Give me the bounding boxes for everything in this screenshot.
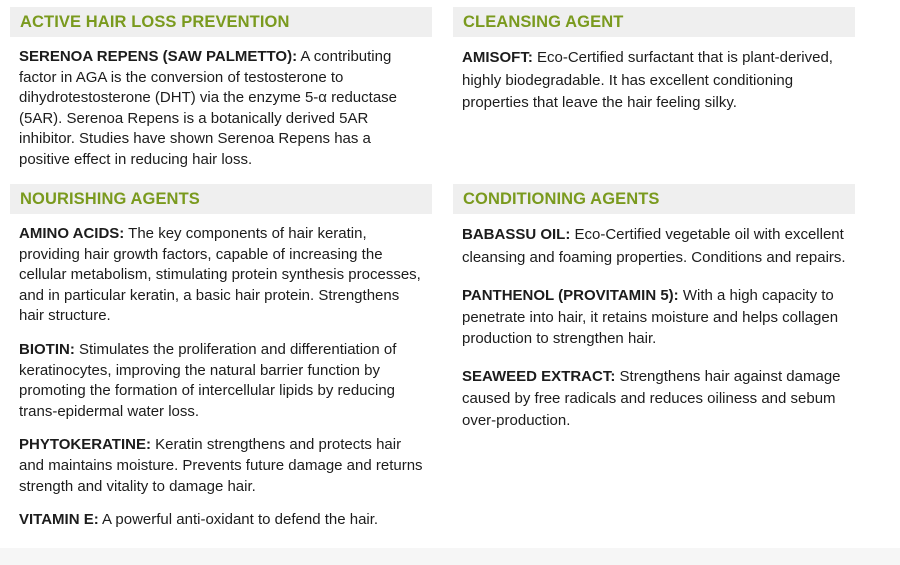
section-header-conditioning: CONDITIONING AGENTS [453, 184, 855, 214]
section-entries [453, 37, 855, 115]
entry-amisoft [462, 47, 847, 115]
entry-term: PANTHENOL (PROVITAMIN 5): [462, 287, 679, 304]
section-entries [10, 214, 432, 531]
entry-babassu-oil [462, 224, 847, 269]
section-nourishing [10, 184, 432, 543]
entry-seaweed-extract [462, 366, 847, 432]
entry-term: AMINO ACIDS: [19, 225, 125, 242]
entry-text: Eco-Certified vegetable oil with excellent cleansing and foaming properties. Conditions and repairs. [462, 226, 846, 266]
entry-text: Strengthens hair against damage caused by free radicals and reduces oiliness and sebum over-production. [462, 367, 841, 429]
section-entries [10, 37, 432, 171]
entry-panthenol [462, 285, 847, 350]
entry-term: SERENOA REPENS (SAW PALMETTO): [19, 48, 298, 65]
entry-term: BABASSU OIL: [462, 226, 571, 243]
entry-term: SEAWEED EXTRACT: [462, 367, 616, 385]
entry-text: A contributing factor in AGA is the conversion of testosterone to dihydrotestosterone (DHT) via the enzyme 5-α reductase (5AR). Serenoa Repens is a botanically derived 5AR inhibitor. Studies have shown Serenoa Repens has a positive effect in reducing hair loss. [19, 48, 398, 168]
section-header-nourishing: NOURISHING AGENTS [10, 184, 432, 214]
section-cleansing [453, 7, 855, 127]
entry-serenoa-repens [19, 47, 424, 171]
entry-text: With a high capacity to penetrate into hair, it retains moisture and helps collagen production to strengthen hair. [462, 287, 839, 347]
entry-term: BIOTIN: [19, 340, 75, 358]
entry-term: VITAMIN E: [19, 511, 99, 529]
entry-text: Eco-Certified surfactant that is plant-derived, highly biodegradable. It has excellent conditioning properties that leave the hair feeling silky. [462, 49, 833, 111]
entry-phytokeratine [19, 435, 424, 497]
section-header-active-hair-loss: ACTIVE HAIR LOSS PREVENTION [10, 7, 432, 37]
entry-text: Stimulates the proliferation and differentiation of keratinocytes, improving the natural barrier function by promoting the formation of intercellular lipids by reducing trans-epidermal water loss. [19, 340, 397, 420]
entry-text: The key components of hair keratin, providing hair growth factors, capable of increasing the cellular metabolism, stimulating protein synthesis processes, and in particular keratin, a basic hair protein. Strengthens hair structure. [19, 225, 421, 325]
entry-vitamin-e [19, 510, 424, 531]
section-header-cleansing: CLEANSING AGENT [453, 7, 855, 37]
entry-text: Keratin strengthens and protects hair and maintains moisture. Prevents future damage and returns strength and vitality to damage hair. [19, 436, 423, 495]
section-conditioning [453, 184, 855, 444]
entry-biotin [19, 340, 424, 422]
bottom-strip [0, 548, 900, 565]
entry-text: A powerful anti-oxidant to defend the hair. [98, 511, 379, 529]
entry-term: AMISOFT: [462, 49, 533, 66]
entry-term: PHYTOKERATINE: [19, 436, 151, 454]
entry-amino-acids [19, 224, 424, 327]
section-active-hair-loss [10, 7, 432, 183]
section-entries [453, 214, 855, 432]
